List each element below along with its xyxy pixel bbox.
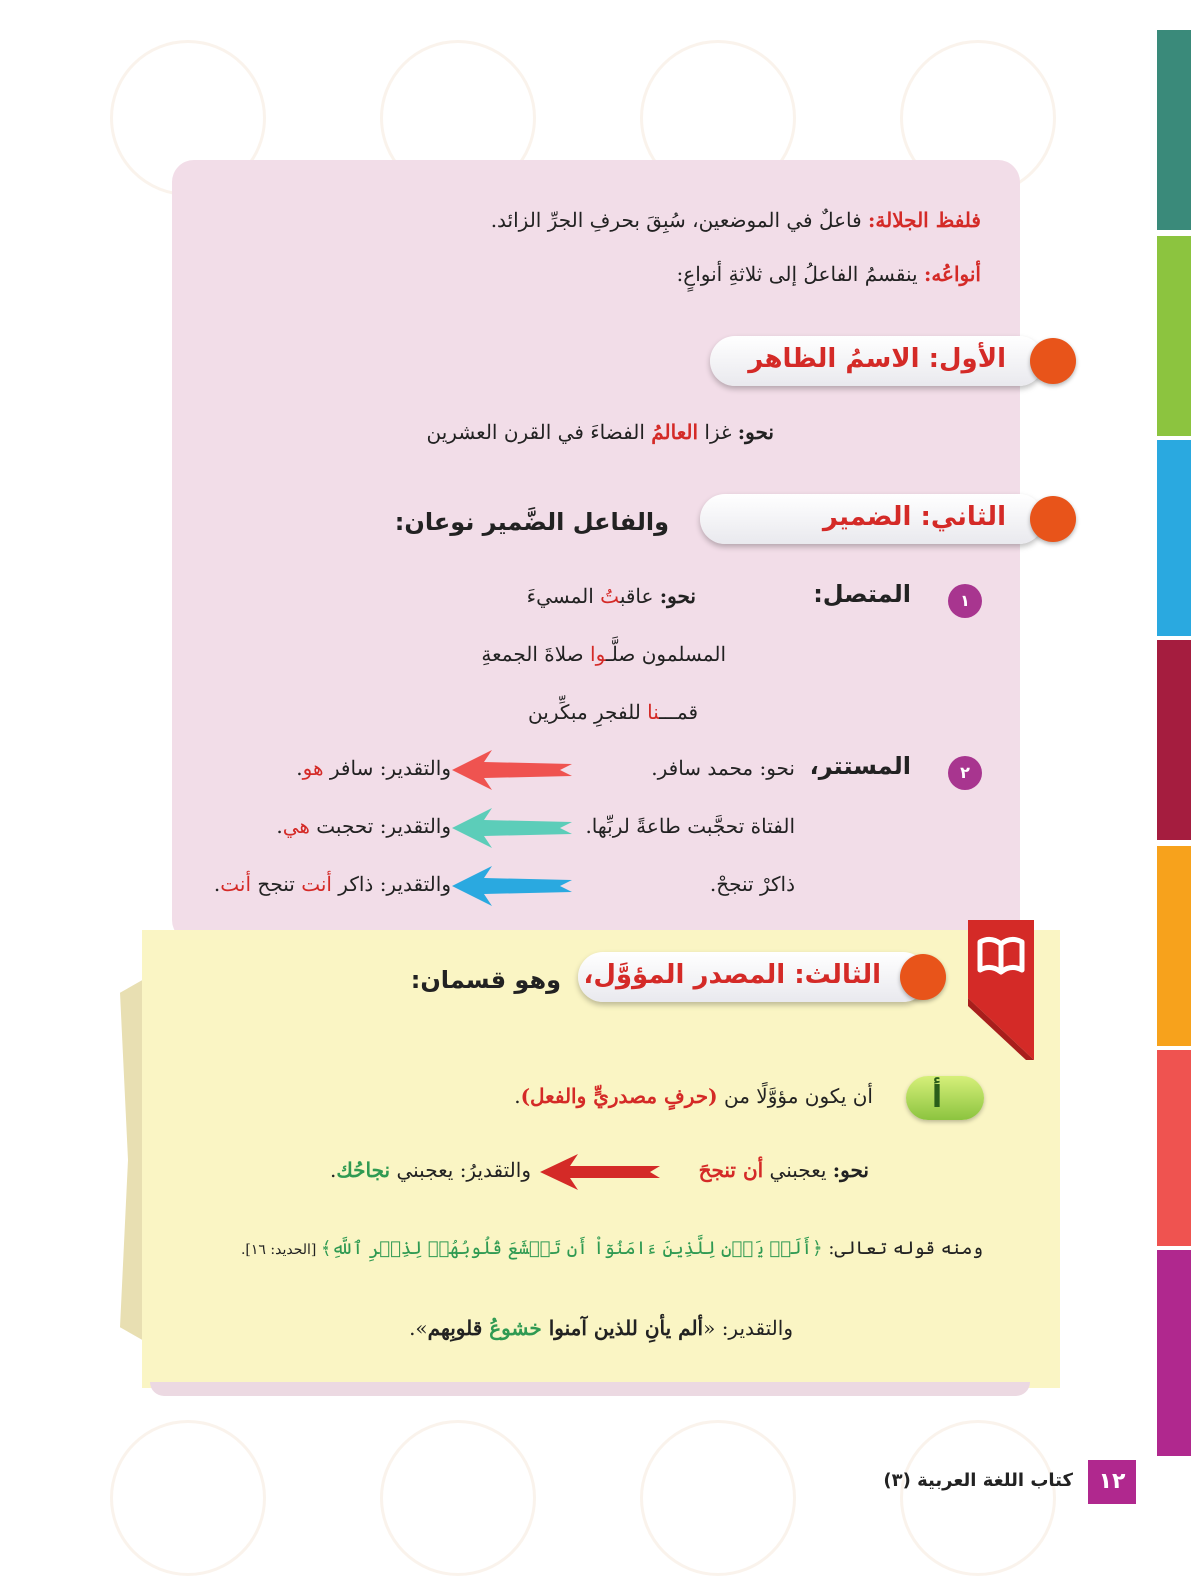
number-badge: ١ xyxy=(948,584,982,618)
hidden-example xyxy=(585,814,795,838)
intro-line-1 xyxy=(491,208,981,232)
example-text: ذاكرْ تنجحْ. xyxy=(709,872,795,896)
estimate-highlight: خشوعُ xyxy=(489,1316,542,1340)
third-definition xyxy=(514,1084,873,1108)
example-text: المسلمون صلَّـ xyxy=(605,642,726,666)
heading-bullet-icon xyxy=(900,954,946,1000)
first-example xyxy=(427,420,775,444)
estimate-text: تنجح xyxy=(251,872,302,896)
hidden-estimate xyxy=(276,814,451,838)
heading-bullet-icon xyxy=(1030,496,1076,542)
hidden-estimate xyxy=(214,872,451,896)
estimate-text: والتقدير: ذاكر xyxy=(331,872,451,896)
heading-third: الثالث: المصدر المؤوَّل، xyxy=(583,960,881,990)
example-highlight: تُ xyxy=(600,584,620,608)
estimate-text: . xyxy=(213,872,221,896)
quran-intro: ومنه قوله تعالى: xyxy=(822,1238,983,1259)
definition-text: . xyxy=(514,1084,521,1108)
intro-text: فاعلٌ في الموضعين، سُبِقَ بحرفِ الجرِّ الزائد. xyxy=(490,208,869,232)
watermark xyxy=(110,1420,266,1576)
example-text: صلاةَ الجمعةِ xyxy=(481,642,591,666)
section-tab xyxy=(1157,846,1191,1046)
example-label: نحو: xyxy=(832,1158,869,1182)
page-number: ١٢ xyxy=(1088,1460,1136,1504)
example-highlight: نجاحُك xyxy=(336,1158,391,1182)
hidden-example xyxy=(710,872,795,896)
section-tab xyxy=(1157,30,1191,230)
second-subtitle: والفاعل الضَّمير نوعان: xyxy=(394,508,669,536)
example-text: عاقب xyxy=(619,584,660,608)
quran-reference: [الحديد: ١٦]. xyxy=(240,1242,321,1258)
intro-line-2 xyxy=(677,262,981,286)
example-text: قمـــ xyxy=(659,700,698,724)
section-tab xyxy=(1157,236,1191,436)
example-text: الفتاة تحجَّبت طاعةً لربِّها. xyxy=(585,814,795,838)
item1-example xyxy=(527,584,696,608)
quran-line xyxy=(241,1238,983,1259)
estimate-highlight: أنت xyxy=(220,872,252,896)
section-tab xyxy=(1157,1050,1191,1246)
estimate-text: قلوبِهم xyxy=(427,1316,490,1340)
letter-badge-text: أ xyxy=(931,1080,943,1115)
item1-label: المتصل: xyxy=(813,580,911,608)
arrow-left-icon xyxy=(452,806,572,850)
term-label: فلفظ الجلالة: xyxy=(868,208,981,232)
third-example xyxy=(699,1158,869,1182)
estimate-text: ألم يأنِ للذين آمنوا xyxy=(541,1316,704,1340)
heading-bullet-icon xyxy=(1030,338,1076,384)
item2-label: المستتر، xyxy=(809,752,911,780)
third-example-estimate xyxy=(330,1158,531,1182)
arrow-left-icon xyxy=(452,748,572,792)
hidden-example xyxy=(651,756,795,780)
box-shadow xyxy=(150,1382,1030,1396)
example-label: نحو: xyxy=(659,584,696,608)
book-bookmark-icon xyxy=(966,920,1036,1060)
example-text: الفضاءَ في القرن العشرين xyxy=(426,420,652,444)
item1-example-2 xyxy=(481,642,726,666)
estimate-text: . xyxy=(296,756,303,780)
item1-example-3 xyxy=(528,700,698,724)
definition-text: أن يكون مؤوَّلًا من xyxy=(717,1084,873,1108)
number-badge: ٢ xyxy=(948,756,982,790)
third-subtitle: وهو قسمان: xyxy=(410,966,561,994)
example-text: نحو: محمد سافر. xyxy=(651,756,795,780)
example-text: والتقديرُ: يعجبني xyxy=(390,1158,531,1182)
example-highlight: العالمُ xyxy=(651,420,699,444)
estimate-text: والتقدير: « xyxy=(703,1316,793,1340)
heading-second: الثاني: الضمير xyxy=(822,502,1006,532)
example-text: المسيءَ xyxy=(526,584,601,608)
example-highlight: نا xyxy=(647,700,660,724)
term-label: أنواعُه: xyxy=(923,262,981,286)
estimate-text: . xyxy=(276,814,283,838)
example-text: غزا xyxy=(698,420,738,444)
section-tab xyxy=(1157,640,1191,840)
quran-verse: ﴿أَلَمۡ يَأۡنِ لِلَّذِينَ ءَامَنُوٓاْ أَن تَخۡشَعَ قُلُوبُهُمۡ لِذِكۡرِ ٱللَّهِ﴾ xyxy=(320,1238,823,1259)
estimate-text: والتقدير: سافر xyxy=(323,756,451,780)
hidden-estimate xyxy=(296,756,451,780)
example-highlight: أن تنجحَ xyxy=(698,1158,764,1182)
estimate-text: والتقدير: تحجبت xyxy=(309,814,451,838)
third-estimate xyxy=(409,1316,793,1340)
estimate-highlight: هو xyxy=(302,756,324,780)
arrow-left-icon xyxy=(540,1150,660,1194)
example-label: نحو: xyxy=(737,420,774,444)
estimate-text: ». xyxy=(409,1316,428,1340)
intro-text: ينقسمُ الفاعلُ إلى ثلاثةِ أنواعٍ: xyxy=(676,262,924,286)
example-text: . xyxy=(329,1158,337,1182)
watermark xyxy=(900,1420,1056,1576)
heading-first: الأول: الاسمُ الظاهر xyxy=(748,344,1006,374)
definition-highlight: (حرفٍ مصدريٍّ والفعل) xyxy=(520,1084,718,1108)
watermark xyxy=(640,1420,796,1576)
estimate-highlight: أنت xyxy=(301,872,332,896)
example-text: للفجرِ مبكِّرين xyxy=(528,700,648,724)
estimate-highlight: هي xyxy=(282,814,310,838)
example-highlight: وا xyxy=(590,642,606,666)
book-title: كتاب اللغة العربية (٣) xyxy=(883,1470,1073,1491)
watermark xyxy=(380,1420,536,1576)
section-tab xyxy=(1157,1250,1191,1456)
example-text: يعجبني xyxy=(763,1158,833,1182)
arrow-left-icon xyxy=(452,864,572,908)
section-tab xyxy=(1157,440,1191,636)
